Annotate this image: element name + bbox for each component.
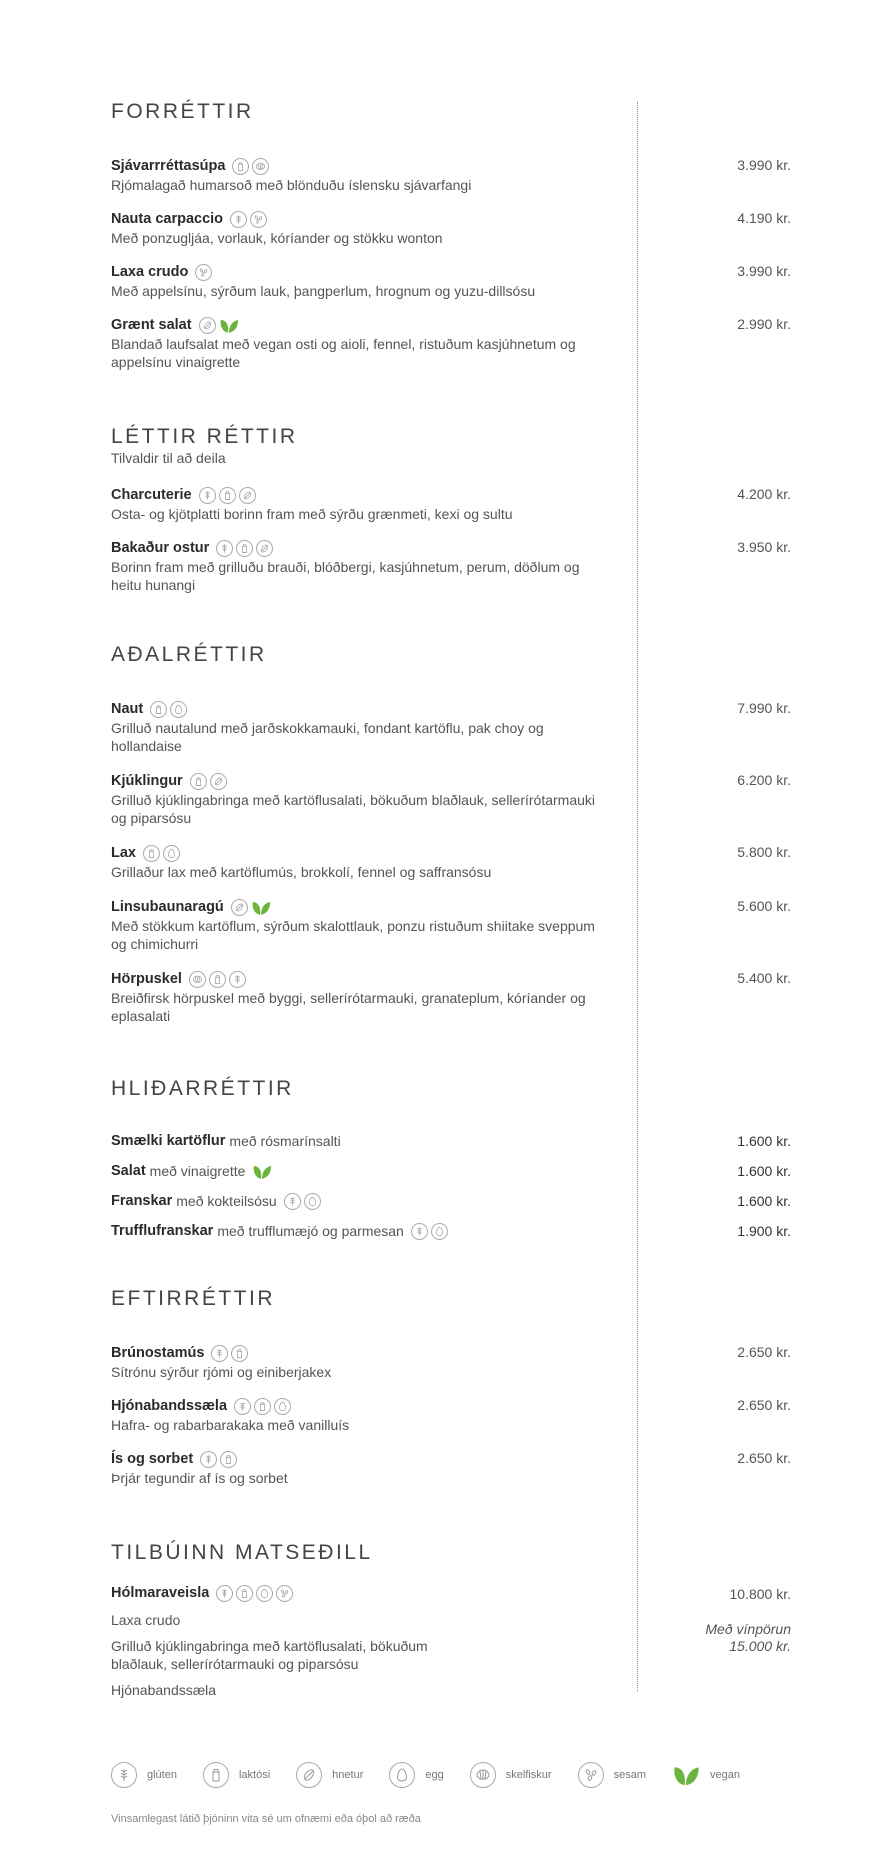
- menu-item: [111, 262, 791, 300]
- item-price: 2.990 kr.: [737, 316, 791, 332]
- item-price: 4.190 kr.: [737, 210, 791, 226]
- lactose-icon: [150, 701, 167, 718]
- allergen-icons: [199, 487, 256, 504]
- item-name: Linsubaunaragú: [111, 899, 224, 915]
- item-name: Hörpuskel: [111, 971, 182, 987]
- item-description: Með stökkum kartöflum, sýrðum skalottlauk, ponzu ristuðum shiitake sveppum og chimichurri: [111, 918, 595, 952]
- menu-item: [111, 1343, 791, 1381]
- item-name-row: [111, 1449, 791, 1469]
- section-eftir: [111, 1287, 791, 1487]
- gluten-icon: [111, 1762, 137, 1788]
- section-title: AÐALRÉTTIR: [111, 643, 267, 666]
- legend-label: laktósi: [238, 1769, 271, 1781]
- vegan-icon: [252, 1163, 272, 1180]
- item-price: 7.990 kr.: [737, 700, 791, 716]
- gluten-icon: [234, 1398, 251, 1415]
- lactose-icon: [236, 1585, 253, 1602]
- item-price: 2.650 kr.: [737, 1344, 791, 1360]
- sesame-icon: [195, 264, 212, 281]
- shellfish-icon: [189, 971, 206, 988]
- item-name: Brúnostamús: [111, 1345, 205, 1361]
- menu-item: [111, 1396, 791, 1434]
- section-lettir: [111, 425, 791, 594]
- item-description: Með appelsínu, sýrðum lauk, þangperlum, hrognum og yuzu-dillsósu: [111, 283, 536, 299]
- item-description: Rjómalagað humarsoð með blönduðu íslensku sjávarfangi: [111, 177, 472, 193]
- side-dish-row: [111, 1161, 791, 1181]
- item-name-row: [111, 1343, 791, 1363]
- side-dish-row: [111, 1221, 791, 1241]
- legend-item: [578, 1762, 646, 1788]
- allergen-icons: [230, 211, 267, 228]
- section-hlidar: [111, 1077, 791, 1241]
- item-name-row: [111, 843, 791, 863]
- item-description: Grilluð nautalund með jarðskokkamauki, fondant kartöflu, pak choy og hollandaise: [111, 720, 544, 754]
- item-name-row: [111, 699, 791, 719]
- item-name-row: [111, 485, 791, 505]
- vegan-icon: [251, 899, 271, 916]
- sesame-icon: [250, 211, 267, 228]
- allergen-icons: [143, 845, 180, 862]
- legend-item: [111, 1762, 177, 1788]
- section-adal: [111, 643, 791, 1025]
- allergen-icons: [231, 899, 271, 916]
- egg-icon: [431, 1223, 448, 1240]
- section-title: HLIÐARRÉTTIR: [111, 1077, 294, 1100]
- shellfish-icon: [470, 1762, 496, 1788]
- menu-item: [111, 315, 791, 371]
- vegan-icon: [672, 1763, 700, 1787]
- item-name: Sjávarrréttasúpa: [111, 158, 226, 174]
- item-name: Naut: [111, 701, 144, 717]
- menu-item: [111, 538, 791, 594]
- item-description: Grilluð kjúklingabringa með kartöflusalati, bökuðum blaðlauk, sellerírótarmauki og piparsósu: [111, 792, 596, 826]
- lactose-icon: [219, 487, 236, 504]
- shellfish-icon: [252, 158, 269, 175]
- item-description: Sítrónu sýrður rjómi og einiberjakex: [111, 1364, 332, 1380]
- item-price: 1.600 kr.: [737, 1163, 791, 1179]
- legend-label: egg: [425, 1769, 444, 1781]
- item-name: Charcuterie: [111, 487, 192, 503]
- gluten-icon: [229, 971, 246, 988]
- wine-pairing-note: [705, 1621, 791, 1655]
- item-name-row: [111, 315, 791, 335]
- set-menu-item: [111, 1583, 791, 1699]
- menu-item: [111, 209, 791, 247]
- section-title: LÉTTIR RÉTTIR: [111, 425, 298, 448]
- item-name: Kjúklingur: [111, 773, 183, 789]
- vegan-icon: [219, 317, 239, 334]
- set-course: Hjónabandssæla: [111, 1682, 217, 1698]
- section-forrettir: [111, 100, 791, 371]
- item-price: 10.800 kr.: [729, 1586, 791, 1602]
- item-name: Laxa crudo: [111, 264, 189, 280]
- item-description: Breiðfirsk hörpuskel með byggi, sellerírótarmauki, granateplum, kóríander og eplasalati: [111, 990, 586, 1024]
- legend-item: [470, 1762, 552, 1788]
- legend-item: [203, 1762, 270, 1788]
- legend-label: vegan: [709, 1769, 740, 1781]
- allergen-icons: [200, 1451, 237, 1468]
- sesame-icon: [578, 1762, 604, 1788]
- gluten-icon: [411, 1223, 428, 1240]
- item-price: 5.600 kr.: [737, 898, 791, 914]
- egg-icon: [274, 1398, 291, 1415]
- gluten-icon: [284, 1193, 301, 1210]
- section-title: TILBÚINN MATSEÐILL: [111, 1541, 373, 1564]
- set-course: Grilluð kjúklingabringa með kartöflusalati, bökuðum blaðlauk, sellerírótarmauki og piparsósu: [111, 1638, 428, 1672]
- legend-label: hnetur: [332, 1769, 364, 1781]
- lactose-icon: [143, 845, 160, 862]
- gluten-icon: [211, 1345, 228, 1362]
- legend-item: [389, 1762, 443, 1788]
- item-name: Hólmaraveisla: [111, 1585, 210, 1601]
- set-course: Laxa crudo: [111, 1612, 181, 1628]
- legend-item: [296, 1762, 363, 1788]
- item-description: Þrjár tegundir af ís og sorbet: [111, 1470, 288, 1486]
- egg-icon: [163, 845, 180, 862]
- item-name-row: [111, 771, 791, 791]
- allergen-icons: [232, 158, 269, 175]
- item-price: 5.400 kr.: [737, 970, 791, 986]
- item-name: Smælki kartöflur: [111, 1133, 226, 1149]
- lactose-icon: [203, 1762, 229, 1788]
- lactose-icon: [231, 1345, 248, 1362]
- gluten-icon: [199, 487, 216, 504]
- item-description: Borinn fram með grilluðu brauði, blóðbergi, kasjúhnetum, perum, döðlum og heitu hunangi: [111, 559, 580, 593]
- nuts-icon: [296, 1762, 322, 1788]
- lactose-icon: [190, 773, 207, 790]
- section-tilbuinn: [111, 1541, 791, 1699]
- lactose-icon: [220, 1451, 237, 1468]
- nuts-icon: [231, 899, 248, 916]
- item-name: Franskar: [111, 1193, 173, 1209]
- item-description: með kokteilsósu: [176, 1193, 277, 1209]
- side-dish-row: [111, 1191, 791, 1211]
- gluten-icon: [200, 1451, 217, 1468]
- item-description: Grillaður lax með kartöflumús, brokkolí, fennel og saffransósu: [111, 864, 492, 880]
- menu-item: [111, 897, 791, 953]
- item-price: 6.200 kr.: [737, 772, 791, 788]
- lactose-icon: [254, 1398, 271, 1415]
- wine-pairing-label: Með vínpörun: [705, 1621, 791, 1637]
- item-price: 3.990 kr.: [737, 263, 791, 279]
- lactose-icon: [209, 971, 226, 988]
- menu-item: [111, 485, 791, 523]
- item-name-row: [111, 262, 791, 282]
- allergen-icons: [216, 1585, 293, 1602]
- allergen-icons: [411, 1223, 448, 1240]
- legend-label: skelfiskur: [505, 1769, 552, 1781]
- item-name-row: [111, 209, 791, 229]
- allergen-icons: [252, 1163, 272, 1180]
- nuts-icon: [256, 540, 273, 557]
- item-price: 3.950 kr.: [737, 539, 791, 555]
- item-name-row: [111, 1396, 791, 1416]
- gluten-icon: [216, 1585, 233, 1602]
- allergen-icons: [190, 773, 227, 790]
- nuts-icon: [199, 317, 216, 334]
- item-price: 2.650 kr.: [737, 1450, 791, 1466]
- item-price: 1.900 kr.: [737, 1223, 791, 1239]
- item-price: 1.600 kr.: [737, 1133, 791, 1149]
- wine-pairing-price: 15.000 kr.: [729, 1638, 791, 1654]
- item-description: með rósmarínsalti: [229, 1133, 341, 1149]
- menu-item: [111, 771, 791, 827]
- allergen-icons: [195, 264, 212, 281]
- item-description: Með ponzugljáa, vorlauk, kóríander og stökku wonton: [111, 230, 443, 246]
- section-title: EFTIRRÉTTIR: [111, 1287, 275, 1310]
- side-dish-row: [111, 1131, 791, 1151]
- item-price: 2.650 kr.: [737, 1397, 791, 1413]
- egg-icon: [170, 701, 187, 718]
- item-description: með vinaigrette: [149, 1163, 246, 1179]
- item-price: 1.600 kr.: [737, 1193, 791, 1209]
- allergen-icons: [234, 1398, 291, 1415]
- egg-icon: [389, 1762, 415, 1788]
- section-title: FORRÉTTIR: [111, 100, 254, 123]
- sesame-icon: [276, 1585, 293, 1602]
- item-name: Trufflufranskar: [111, 1223, 214, 1239]
- allergy-footnote: Vinsamlegast látið þjóninn vita sé um ofnæmi eða óþol að ræða: [111, 1813, 421, 1825]
- allergen-icons: [211, 1345, 248, 1362]
- allergen-icons: [199, 317, 239, 334]
- item-name: Grænt salat: [111, 317, 192, 333]
- lactose-icon: [232, 158, 249, 175]
- legend-label: sesam: [613, 1769, 646, 1781]
- lactose-icon: [236, 540, 253, 557]
- item-description: Osta- og kjötplatti borinn fram með sýrðu grænmeti, kexi og sultu: [111, 506, 513, 522]
- item-description: með trufflumæjó og parmesan: [217, 1223, 404, 1239]
- allergen-icons: [284, 1193, 321, 1210]
- allergen-icons: [150, 701, 187, 718]
- item-name: Ís og sorbet: [111, 1451, 194, 1467]
- egg-icon: [256, 1585, 273, 1602]
- item-description: Blandað laufsalat með vegan osti og aioli, fennel, ristuðum kasjúhnetum og appelsínu vinaigrette: [111, 336, 576, 370]
- menu-item: [111, 969, 791, 1025]
- gluten-icon: [216, 540, 233, 557]
- item-name: Salat: [111, 1163, 146, 1179]
- gluten-icon: [230, 211, 247, 228]
- item-name: Bakaður ostur: [111, 540, 210, 556]
- allergen-icons: [216, 540, 273, 557]
- item-description: Hafra- og rabarbarakaka með vanilluís: [111, 1417, 350, 1433]
- item-name-row: [111, 538, 791, 558]
- menu-item: [111, 699, 791, 755]
- allergen-legend: [111, 1762, 766, 1788]
- item-price: 3.990 kr.: [737, 157, 791, 173]
- allergen-icons: [189, 971, 246, 988]
- egg-icon: [304, 1193, 321, 1210]
- item-name: Nauta carpaccio: [111, 211, 224, 227]
- item-name: Lax: [111, 845, 136, 861]
- item-price: 5.800 kr.: [737, 844, 791, 860]
- menu-item: [111, 843, 791, 881]
- menu-item: [111, 156, 791, 194]
- section-subtitle: Tilvaldir til að deila: [111, 450, 226, 466]
- item-price: 4.200 kr.: [737, 486, 791, 502]
- item-name-row: [111, 897, 791, 917]
- item-name-row: [111, 969, 791, 989]
- legend-label: glúten: [147, 1769, 177, 1781]
- nuts-icon: [210, 773, 227, 790]
- item-name-row: [111, 156, 791, 176]
- nuts-icon: [239, 487, 256, 504]
- item-name: Hjónabandssæla: [111, 1398, 228, 1414]
- legend-item: [672, 1763, 740, 1787]
- menu-item: [111, 1449, 791, 1487]
